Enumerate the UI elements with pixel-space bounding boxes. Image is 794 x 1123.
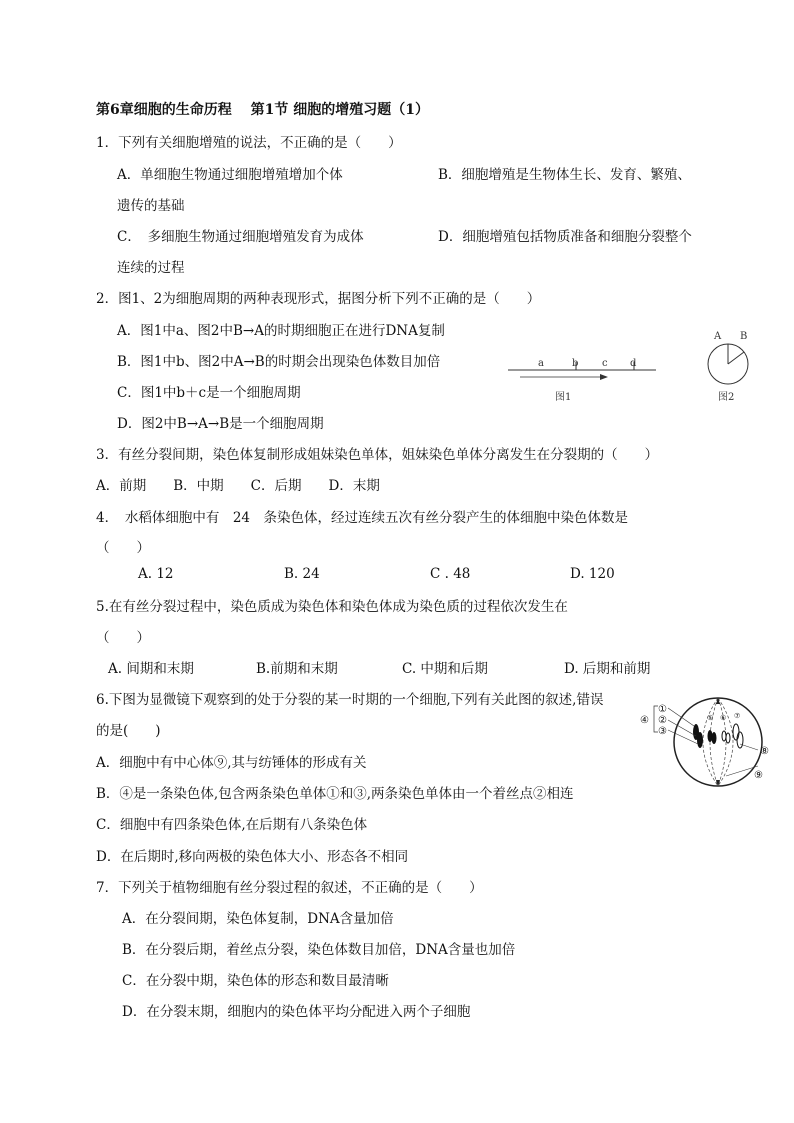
fig1-label-b: b: [572, 358, 579, 369]
q3-options: A．前期 B．中期 C．后期 D．末期: [96, 478, 380, 494]
q6-option-b: B．④是一条染色体,包含两条染色单体①和③,两条染色单体由一个着丝点②相连: [96, 786, 574, 802]
q7-stem: 7．下列关于植物细胞有丝分裂过程的叙述，不正确的是（ ）: [96, 880, 483, 896]
fig1-caption: 图1: [555, 392, 572, 403]
q2-option-c: C．图1中b＋c是一个细胞周期: [117, 385, 301, 401]
fig3-label-9: ⑨: [754, 770, 763, 781]
fig2-label-a: A: [714, 331, 722, 342]
q7-option-a: A．在分裂间期，染色体复制，DNA含量加倍: [122, 911, 394, 927]
q5-option-c: C. 中期和后期: [402, 661, 488, 677]
q4-option-b: B. 24: [284, 566, 320, 582]
dividing-cell-figure: [636, 692, 781, 792]
cell-cycle-circle-figure: [700, 322, 770, 412]
q4-stem: 4． 水稻体细胞中有 24 条染色体，经过连续五次有丝分裂产生的体细胞中染色体数是: [96, 510, 629, 526]
q5-stem: 5.在有丝分裂过程中，染色质成为染色体和染色体成为染色质的过程依次发生在: [96, 599, 568, 615]
fig3-label-8: ⑧: [760, 746, 769, 757]
q1-option-a: A．单细胞生物通过细胞增殖增加个体: [117, 167, 343, 183]
q2-option-d: D．图2中B→A→B是一个细胞周期: [117, 416, 324, 432]
q6-stem-cont: 的是( ): [96, 723, 161, 739]
q1-option-c: C． 多细胞生物通过细胞增殖发育为成体: [117, 229, 364, 245]
fig1-label-a: a: [538, 358, 544, 369]
q5-option-a: A. 间期和末期: [108, 661, 194, 677]
q4-option-c: C . 48: [430, 566, 471, 582]
q6-option-c: C．细胞中有四条染色体,在后期有八条染色体: [96, 817, 368, 833]
q2-stem: 2．图1、2为细胞周期的两种表现形式，据图分析下列不正确的是（ ）: [96, 291, 541, 307]
cell-cycle-line-figure: [500, 322, 660, 412]
q1-option-b: B．细胞增殖是生物体生长、发育、繁殖、: [438, 167, 691, 183]
fig2-caption: 图2: [718, 392, 735, 403]
q4-option-a: A. 12: [138, 566, 174, 582]
q6-option-d: D．在后期时,移向两极的染色体大小、形态各不相同: [96, 849, 409, 865]
q2-option-b: B．图1中b、图2中A→B的时期会出现染色体数目加倍: [117, 354, 441, 370]
q7-option-d: D．在分裂末期，细胞内的染色体平均分配进入两个子细胞: [122, 1004, 471, 1020]
fig2-label-b: B: [740, 331, 748, 342]
fig3-label-3: ③: [658, 726, 667, 737]
q5-option-b: B.前期和末期: [256, 661, 338, 677]
fig1-label-c: c: [602, 358, 608, 369]
fig3-label-6: ⑥: [720, 714, 727, 722]
fig1-label-d: d: [630, 358, 637, 369]
fig3-label-5: ⑤: [707, 714, 714, 722]
q6-stem: 6.下图为显微镜下观察到的处于分裂的某一时期的一个细胞,下列有关此图的叙述,错误: [96, 692, 604, 708]
q7-option-b: B．在分裂后期，着丝点分裂，染色体数目加倍，DNA含量也加倍: [122, 942, 516, 958]
q1-option-d: D．细胞增殖包括物质准备和细胞分裂整个: [438, 229, 692, 245]
q2-option-a: A．图1中a、图2中B→A的时期细胞正在进行DNA复制: [117, 323, 445, 339]
fig3-label-1: ①: [658, 704, 667, 715]
page-title: 第6章细胞的生命历程 第1节 细胞的增殖习题（1）: [96, 102, 429, 118]
q1-option-d-cont: 连续的过程: [117, 260, 185, 276]
q1-option-b-cont: 遗传的基础: [117, 198, 185, 214]
q4-paren: （ ）: [96, 540, 150, 556]
q4-option-d: D. 120: [570, 566, 615, 582]
fig3-label-2: ②: [658, 715, 667, 726]
q6-option-a: A．细胞中有中心体⑨,其与纺锤体的形成有关: [96, 755, 367, 771]
fig3-label-7: ⑦: [734, 712, 741, 720]
q7-option-c: C．在分裂中期，染色体的形态和数目最清晰: [122, 973, 389, 989]
q1-stem: 1．下列有关细胞增殖的说法，不正确的是（ ）: [96, 135, 402, 151]
q3-stem: 3．有丝分裂间期，染色体复制形成姐妹染色单体，姐妹染色单体分离发生在分裂期的（ ）: [96, 447, 659, 463]
q5-paren: （ ）: [96, 630, 150, 646]
fig3-label-4: ④: [640, 715, 649, 726]
q5-option-d: D. 后期和前期: [564, 661, 651, 677]
